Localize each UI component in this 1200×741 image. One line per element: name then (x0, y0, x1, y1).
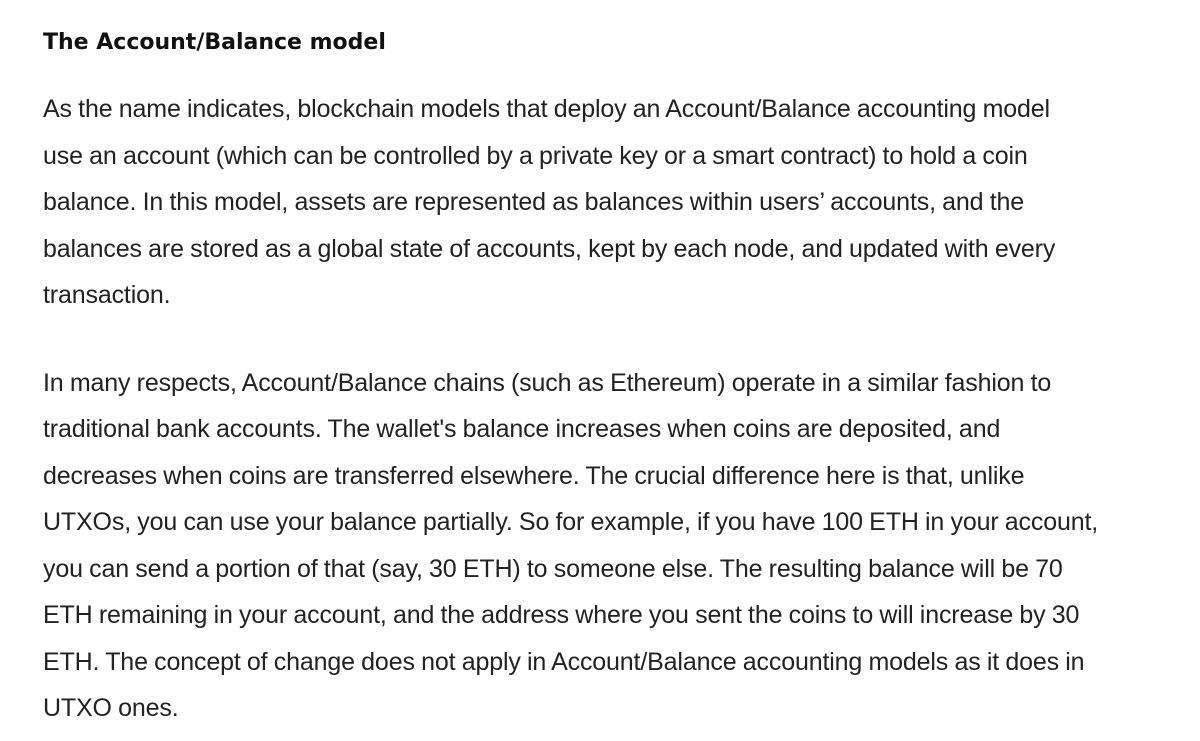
paragraph-line: In many respects, Account/Balance chains (such as Ethereum) operate in a similar fashion to (43, 368, 1052, 397)
paragraph-intro (43, 86, 1173, 319)
article (43, 26, 1173, 732)
paragraph-line: traditional bank accounts. The wallet's balance increases when coins are deposited, and (43, 415, 1001, 443)
paragraph-line: UTXO ones. (43, 694, 179, 722)
paragraph-line: balance. In this model, assets are represented as balances within users’ accounts, and the (43, 188, 1025, 216)
paragraph-line: As the name indicates, blockchain models that deploy an Account/Balance accounting model (43, 95, 1050, 123)
paragraph-line: ETH. The concept of change does not apply in Account/Balance accounting models as it does in (43, 647, 1085, 676)
paragraph-line: balances are stored as a global state of accounts, kept by each node, and updated with every (43, 234, 1056, 263)
paragraph-comparison (43, 360, 1173, 732)
section-heading: The Account/Balance model (43, 30, 386, 55)
paragraph-line: ETH remaining in your account, and the address where you sent the coins to will increase by 30 (43, 601, 1080, 629)
paragraph-line: UTXOs, you can use your balance partially. So for example, if you have 100 ETH in your account, (43, 508, 1099, 536)
paragraph-line: decreases when coins are transferred elsewhere. The crucial difference here is that, unlike (43, 461, 1025, 490)
paragraph-line: you can send a portion of that (say, 30 ETH) to someone else. The resulting balance will be 70 (43, 554, 1063, 583)
paragraph-line: transaction. (43, 281, 171, 309)
paragraph-line: use an account (which can be controlled by a private key or a smart contract) to hold a coin (43, 141, 1028, 170)
